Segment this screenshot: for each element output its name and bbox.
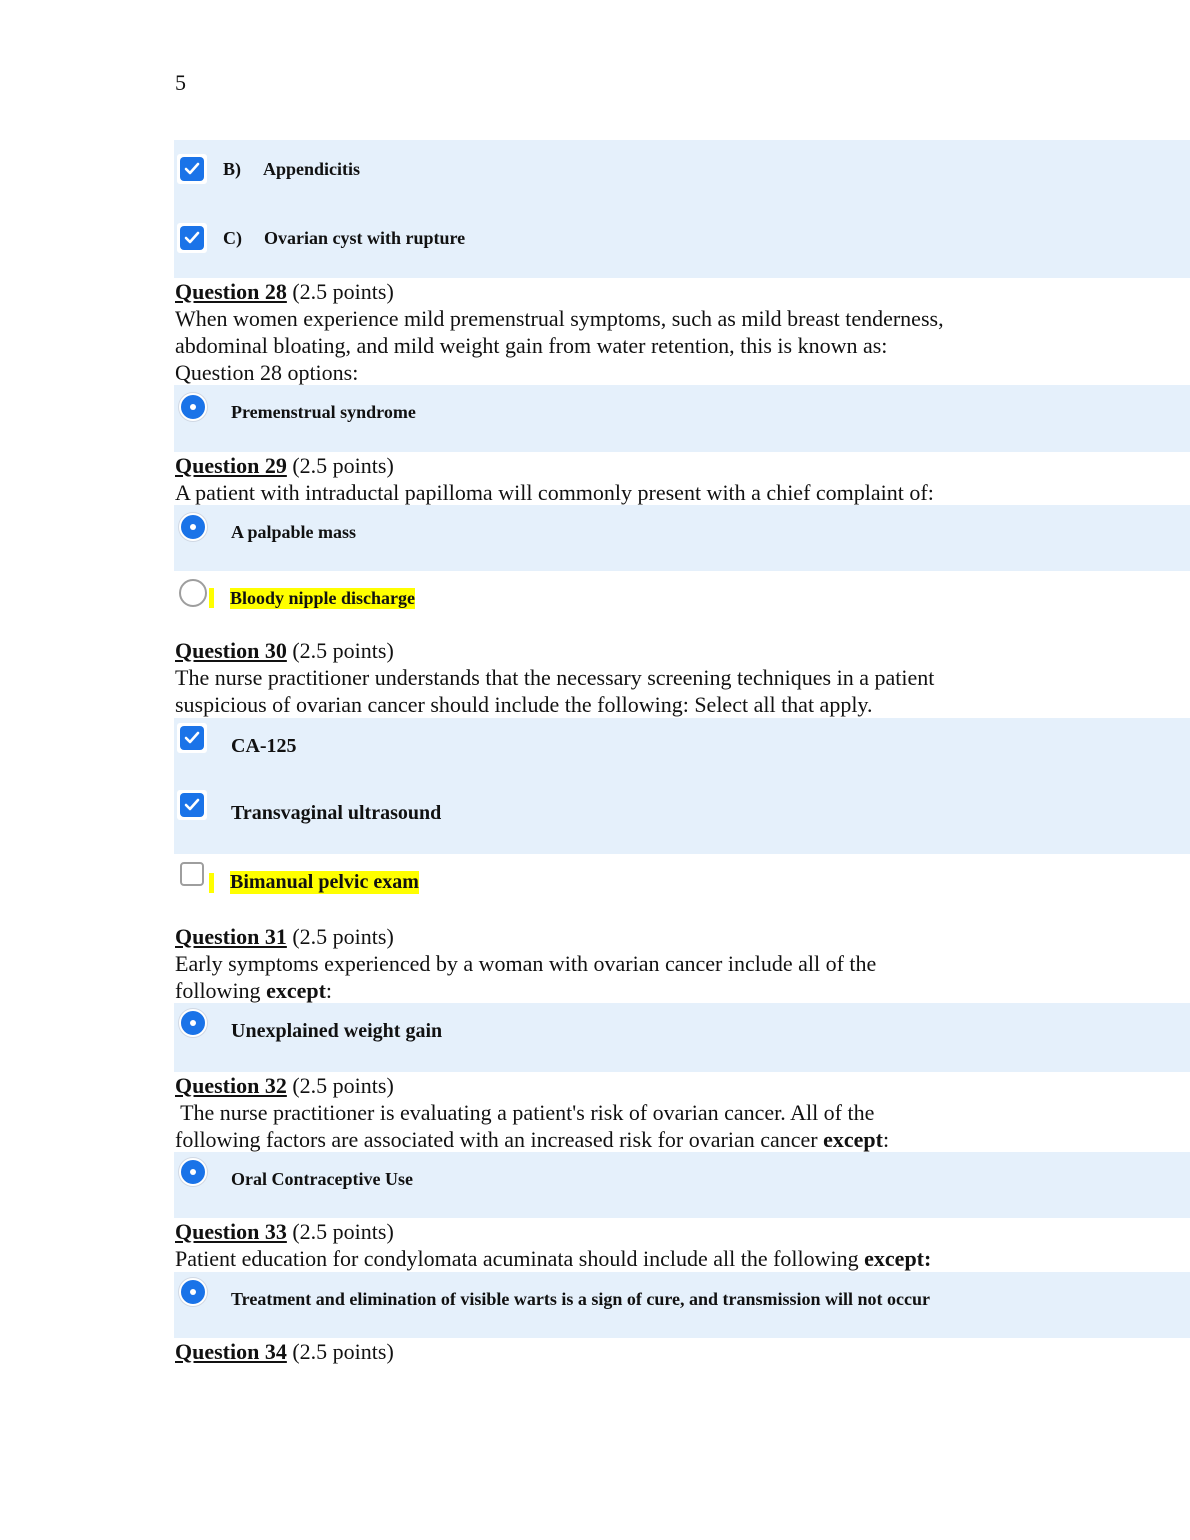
- option-premenstrual-syndrome[interactable]: [174, 393, 1190, 429]
- option-label: Premenstrual syndrome: [231, 402, 416, 422]
- question-32-heading: [175, 1072, 394, 1099]
- option-label: Unexplained weight gain: [231, 1020, 443, 1042]
- question-31-text-line2: following except:: [175, 978, 333, 1003]
- option-label: Bloody nipple discharge: [230, 588, 416, 608]
- question-30-text-line1: The nurse practitioner understands that the necessary screening techniques in a patient: [175, 665, 935, 690]
- question-28-text-line1: When women experience mild premenstrual symptoms, such as mild breast tenderness,: [175, 306, 944, 331]
- selected-radio-icon[interactable]: [179, 1278, 207, 1306]
- option-treatment-elimination-warts[interactable]: [174, 1278, 1190, 1314]
- question-31-heading: [175, 923, 394, 950]
- question-points: (2.5 points): [286, 638, 394, 663]
- option-palpable-mass[interactable]: [174, 513, 1190, 549]
- selected-radio-icon[interactable]: [179, 1009, 207, 1037]
- option-letter: C): [223, 228, 242, 248]
- highlight-marker: [209, 588, 214, 608]
- option-letter: B): [223, 159, 241, 179]
- prev-question-options: [174, 140, 1190, 278]
- question-points: (2.5 points): [286, 924, 394, 949]
- option-label: Oral Contraceptive Use: [231, 1169, 413, 1189]
- question-33-text-line1: Patient education for condylomata acuminata should include all the following except:: [175, 1246, 932, 1271]
- question-30-link[interactable]: Question 30: [175, 638, 287, 663]
- option-label: Appendicitis: [263, 159, 361, 179]
- question-28-link[interactable]: Question 28: [175, 279, 287, 304]
- option-bimanual-pelvic-exam[interactable]: [174, 860, 574, 896]
- except-emphasis: except: [266, 978, 326, 1003]
- question-30-text-line2: suspicious of ovarian cancer should include the following: Select all that apply.: [175, 692, 873, 717]
- option-label: Transvaginal ultrasound: [231, 802, 442, 824]
- checked-checkbox-icon[interactable]: [180, 726, 204, 750]
- question-34-link[interactable]: Question 34: [175, 1339, 287, 1364]
- option-oral-contraceptive-use[interactable]: [174, 1158, 1190, 1194]
- question-28-heading: [175, 278, 394, 305]
- selected-radio-icon[interactable]: [179, 1158, 207, 1186]
- page-number: 5: [175, 70, 186, 95]
- highlight-marker: [209, 873, 214, 893]
- question-32-text-line2: following factors are associated with an increased risk for ovarian cancer except:: [175, 1127, 890, 1152]
- option-unexplained-weight-gain[interactable]: [174, 1009, 1190, 1045]
- question-points: (2.5 points): [286, 453, 394, 478]
- question-29-options: [174, 505, 1190, 571]
- question-31-options: [174, 1003, 1190, 1072]
- option-appendicitis[interactable]: [174, 152, 1190, 188]
- option-bloody-nipple-discharge[interactable]: [174, 578, 574, 614]
- question-32-link[interactable]: Question 32: [175, 1073, 287, 1098]
- checked-checkbox-icon[interactable]: [180, 157, 204, 181]
- question-29-link[interactable]: Question 29: [175, 453, 287, 478]
- selected-radio-icon[interactable]: [179, 513, 207, 541]
- empty-radio-icon[interactable]: [179, 579, 207, 607]
- except-emphasis: except:: [864, 1246, 932, 1271]
- empty-checkbox-icon[interactable]: [180, 862, 204, 886]
- question-points: (2.5 points): [286, 1219, 394, 1244]
- question-29-heading: [175, 452, 394, 479]
- question-30-heading: [175, 637, 394, 664]
- question-28-options-label: Question 28 options:: [175, 360, 359, 385]
- option-transvaginal-ultrasound[interactable]: [174, 790, 1190, 826]
- except-emphasis: except: [823, 1127, 883, 1152]
- question-28-text-line2: abdominal bloating, and mild weight gain from water retention, this is known as:: [175, 333, 888, 358]
- option-label: A palpable mass: [231, 522, 357, 542]
- question-31-text-line1: Early symptoms experienced by a woman with ovarian cancer include all of the: [175, 951, 877, 976]
- question-33-heading: [175, 1218, 394, 1245]
- checked-checkbox-icon[interactable]: [180, 793, 204, 817]
- checked-checkbox-icon[interactable]: [180, 226, 204, 250]
- option-label: Ovarian cyst with rupture: [264, 228, 466, 248]
- question-32-text-line1: The nurse practitioner is evaluating a patient's risk of ovarian cancer. All of the: [175, 1100, 875, 1125]
- question-33-options: [174, 1272, 1190, 1338]
- option-label: Treatment and elimination of visible warts is a sign of cure, and transmission will not occur: [231, 1289, 931, 1309]
- question-32-options: [174, 1152, 1190, 1218]
- question-33-link[interactable]: Question 33: [175, 1219, 287, 1244]
- question-29-text-line1: A patient with intraductal papilloma will commonly present with a chief complaint of:: [175, 480, 934, 505]
- question-34-heading: [175, 1338, 394, 1365]
- selected-radio-icon[interactable]: [179, 393, 207, 421]
- question-points: (2.5 points): [286, 279, 394, 304]
- option-label: Bimanual pelvic exam: [230, 871, 419, 893]
- option-label: CA-125: [231, 735, 297, 757]
- question-points: (2.5 points): [286, 1073, 394, 1098]
- option-ca-125[interactable]: [174, 722, 1190, 758]
- question-31-link[interactable]: Question 31: [175, 924, 287, 949]
- question-points: (2.5 points): [286, 1339, 394, 1364]
- question-30-options: [174, 718, 1190, 854]
- option-ovarian-cyst[interactable]: [174, 221, 1190, 257]
- question-28-options: [174, 385, 1190, 452]
